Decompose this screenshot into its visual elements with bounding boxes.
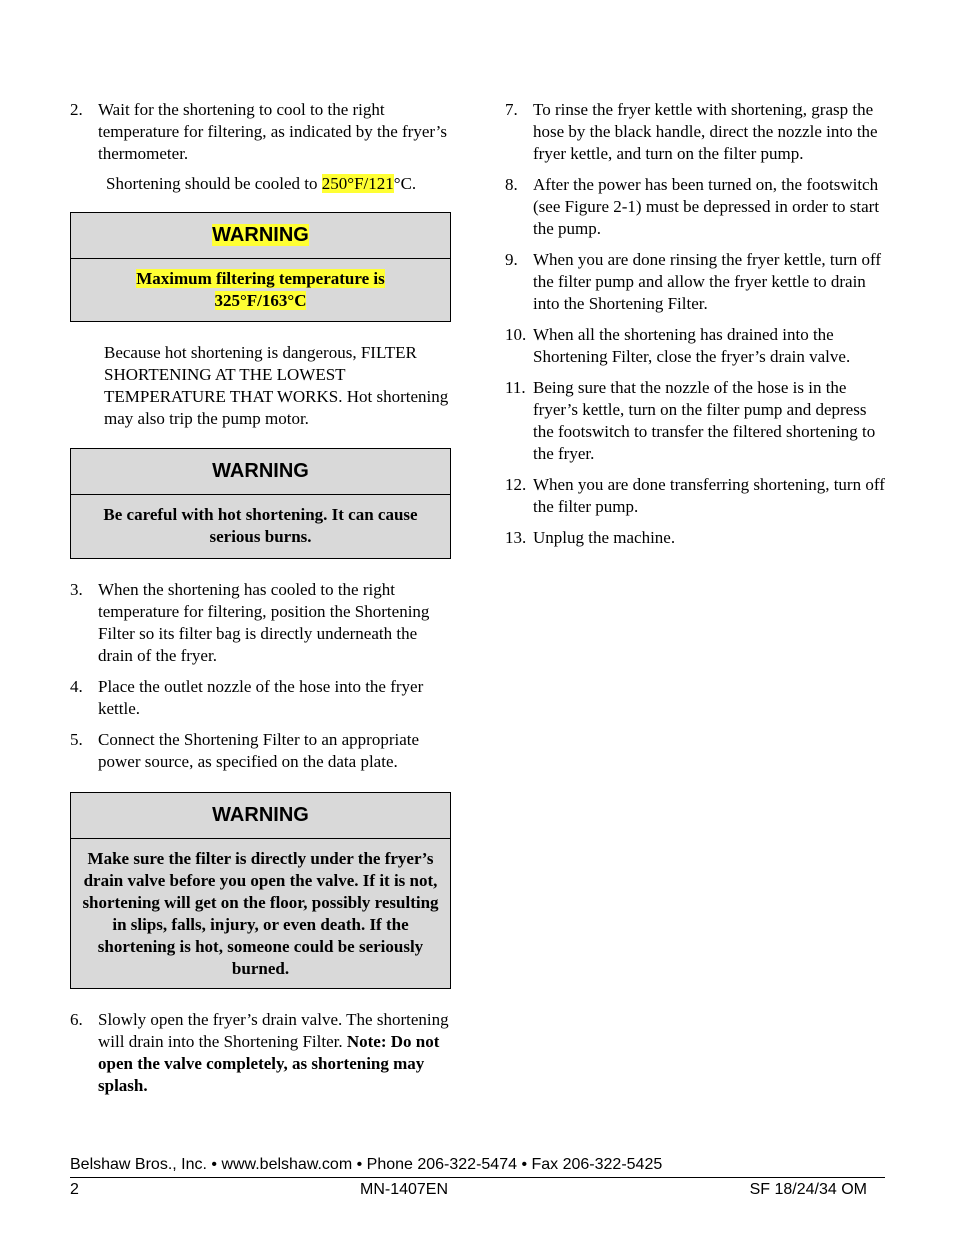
step-number: 10. xyxy=(505,325,527,344)
step-text: Wait for the shortening to cool to the right temperature for filtering, as indicated by the fryer’s thermometer. xyxy=(98,100,447,163)
right-column xyxy=(505,99,885,558)
step-text: Connect the Shortening Filter to an appropriate power source, as specified on the data plate. xyxy=(98,730,420,771)
step-text: When all the shortening has drained into the Shortening Filter, close the fryer’s drain valve. xyxy=(533,325,851,366)
step-text: Place the outlet nozzle of the hose into the fryer kettle. xyxy=(98,677,424,718)
footer-contact-line: Belshaw Bros., Inc. • www.belshaw.com • Phone 206-322-5474 • Fax 206-322-5425 xyxy=(70,1156,663,1173)
step-number: 9. xyxy=(505,250,518,269)
cooling-note-prefix: Shortening should be cooled to xyxy=(106,174,322,193)
step-8 xyxy=(505,174,885,240)
warning-body: Make sure the filter is directly under the fryer’s drain valve before you open the valve. If it is not, shortening will get on the floor, possibly resulting in slips, falls, injury, or even death. If the shortening is hot, someone could be seriously burned. xyxy=(82,849,439,978)
step-text xyxy=(98,1009,451,1097)
left-column xyxy=(70,99,451,1106)
step-text: Unplug the machine. xyxy=(533,528,676,547)
step-5 xyxy=(70,729,451,773)
step-number: 8. xyxy=(505,175,518,194)
page-number: 2 xyxy=(70,1181,79,1198)
model-designation: SF 18/24/34 OM xyxy=(749,1181,867,1198)
step-text: Being sure that the nozzle of the hose is in the fryer’s kettle, turn on the filter pump and depress the footswitch to transfer the filtered shortening to the fryer. xyxy=(533,378,876,463)
step-number: 12. xyxy=(505,475,527,494)
step-6 xyxy=(70,1009,451,1097)
step-number: 7. xyxy=(505,100,518,119)
cooling-temperature-note xyxy=(106,173,451,195)
warning-title xyxy=(71,213,450,259)
step-number: 5. xyxy=(70,730,83,749)
cooling-temperature-highlight: 250°F/121 xyxy=(321,174,394,193)
step-6-text: Slowly open the fryer’s drain valve. The shortening will drain into the Shortening Filter. xyxy=(98,1010,449,1051)
step-number: 2. xyxy=(70,100,83,119)
step-text: After the power has been turned on, the footswitch (see Figure 2-1) must be depressed in order to start the pump. xyxy=(533,175,880,238)
document-number: MN-1407EN xyxy=(360,1181,449,1198)
warning-title: WARNING xyxy=(71,793,450,839)
step-11 xyxy=(505,377,885,465)
step-number: 3. xyxy=(70,580,83,599)
warning-title-text: WARNING xyxy=(212,224,309,246)
step-text: To rinse the fryer kettle with shortening, grasp the hose by the black handle, direct the nozzle into the fryer kettle, and turn on the filter pump. xyxy=(533,100,878,163)
step-text: When you are done transferring shortening, turn off the filter pump. xyxy=(533,475,885,516)
step-13 xyxy=(505,527,885,549)
footer-divider xyxy=(70,1177,885,1178)
warning-box-burns xyxy=(70,448,451,559)
step-text: When you are done rinsing the fryer kettle, turn off the filter pump and allow the fryer kettle to drain into the Shortening Filter. xyxy=(533,250,882,313)
step-10 xyxy=(505,324,885,368)
step-7 xyxy=(505,99,885,165)
step-text: When the shortening has cooled to the right temperature for filtering, position the Shortening Filter so its filter bag is directly underneath the drain of the fryer. xyxy=(98,580,430,665)
warning-box-max-temperature xyxy=(70,212,451,322)
step-6-bold-note: Note: Do not open the valve completely, as shortening may splash. xyxy=(98,1032,440,1095)
step-4 xyxy=(70,676,451,720)
warning-box-filter-position xyxy=(70,792,451,989)
step-number: 6. xyxy=(70,1010,83,1029)
step-number: 11. xyxy=(505,378,526,397)
warning-body xyxy=(71,259,450,321)
warning-body-text: Maximum filtering temperature is 325°F/163°C xyxy=(136,269,385,310)
step-number: 4. xyxy=(70,677,83,696)
warning-title: WARNING xyxy=(71,449,450,495)
step-9 xyxy=(505,249,885,315)
step-12 xyxy=(505,474,885,518)
step-2 xyxy=(70,99,451,165)
step-number: 13. xyxy=(505,528,527,547)
hot-shortening-note: Because hot shortening is dangerous, FILTER SHORTENING AT THE LOWEST TEMPERATURE THAT WORKS. Hot shortening may also trip the pump motor. xyxy=(104,343,449,428)
cooling-note-suffix: °C. xyxy=(393,174,417,193)
warning-body: Be careful with hot shortening. It can cause serious burns. xyxy=(103,505,418,546)
step-3 xyxy=(70,579,451,667)
